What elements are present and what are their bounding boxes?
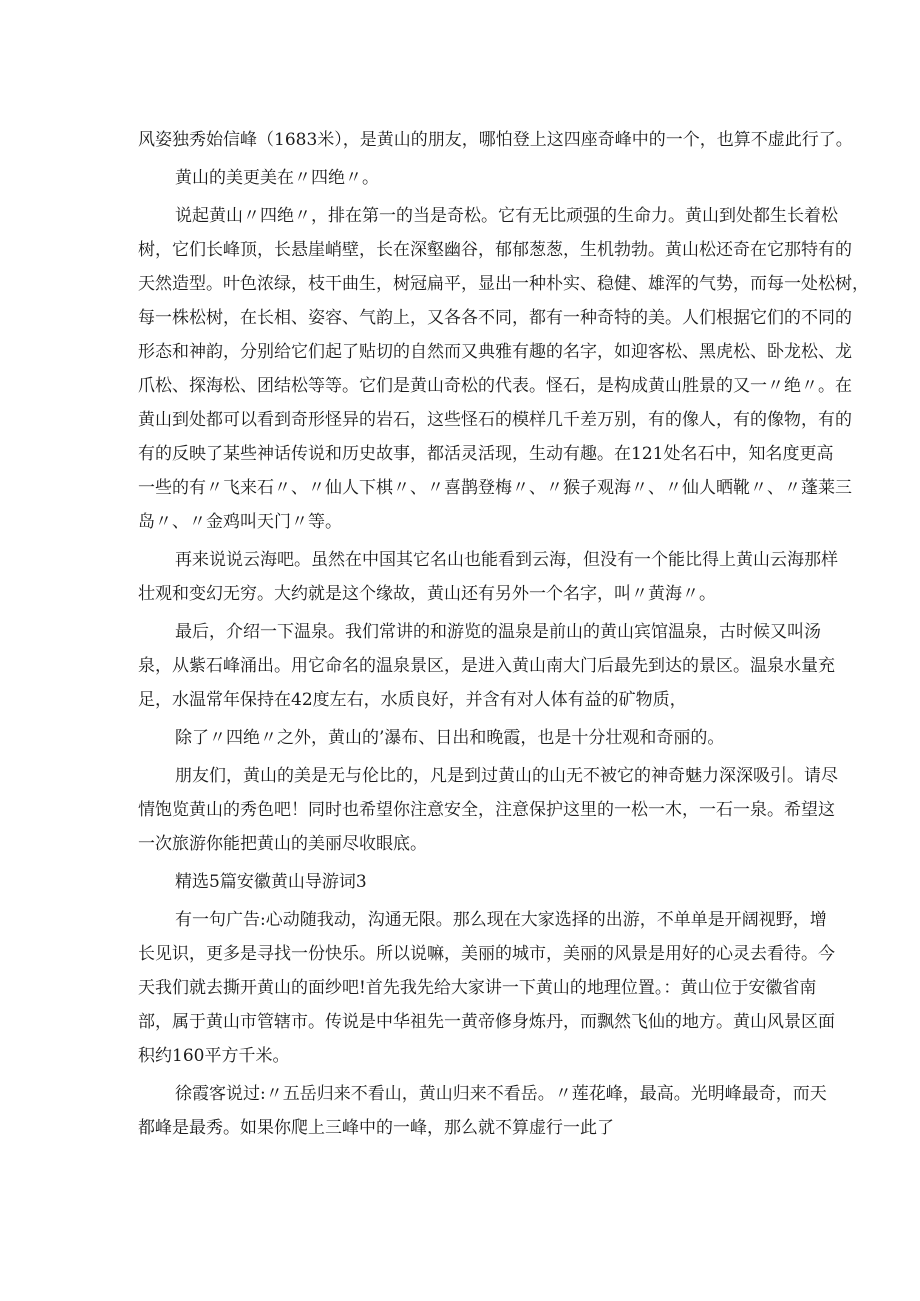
text-line: 黄山的美更美在〃四绝〃。 (175, 168, 379, 188)
text-line: 说起黄山〃四绝〃，排在第一的当是奇松。它有无比顽强的生命力。黄山到处都生长着松 (175, 206, 838, 226)
text-line: 天我们就去撕开黄山的面纱吧!首先我先给大家讲一下黄山的地理位置。：黄山位于安徽省南 (138, 978, 817, 998)
text-line: 足，水温常年保持在42度左右，水质良好，并含有对人体有益的矿物质， (138, 690, 687, 710)
text-line: 岛〃、〃金鸡叫天门〃等。 (138, 512, 342, 532)
text-line: 积约160平方千米。 (138, 1046, 290, 1066)
text-line: 长见识，更多是寻找一份快乐。所以说嘛，美丽的城市，美丽的风景是用好的心灵去看待。今 (138, 944, 835, 964)
text-line: 有的反映了某些神话传说和历史故事，都活灵活现，生动有趣。在121处名石中，知名度更高 (138, 444, 834, 464)
text-line: 黄山到处都可以看到奇形怪异的岩石，这些怪石的模样几千差万别，有的像人，有的像物，有的 (138, 410, 852, 430)
text-line: 树，它们长峰顶，长悬崖峭壁，长在深壑幽谷，郁郁葱葱，生机勃勃。黄山松还奇在它那特有的 (138, 240, 852, 260)
text-line: 除了〃四绝〃之外，黄山的’瀑布、日出和晚霞，也是十分壮观和奇丽的。 (175, 728, 725, 748)
text-line: 天然造型。叶色浓绿，枝干曲生，树冠扁平，显出一种朴实、稳健、雄浑的气势，而每一处松树， (138, 274, 869, 294)
text-line: 再来说说云海吧。虽然在中国其它名山也能看到云海，但没有一个能比得上黄山云海那样 (175, 550, 838, 570)
text-line: 有一句广告:心动随我动，沟通无限。那么现在大家选择的出游，不单单是开阔视野，增 (175, 910, 827, 930)
text-line: 一些的有〃飞来石〃、〃仙人下棋〃、〃喜鹊登梅〃、〃猴子观海〃、〃仙人晒靴〃、〃蓬莱三 (138, 478, 852, 498)
text-line: 形态和神韵，分别给它们起了贴切的自然而又典雅有趣的名字，如迎客松、黑虎松、卧龙松、龙 (138, 342, 852, 362)
text-line: 徐霞客说过:〃五岳归来不看山，黄山归来不看岳。〃莲花峰，最高。光明峰最奇，而天 (175, 1084, 827, 1104)
text-line: 泉，从紫石峰涌出。用它命名的温泉景区，是进入黄山南大门后最先到达的景区。温泉水量充 (138, 656, 835, 676)
text-line: 朋友们，黄山的美是无与伦比的，凡是到过黄山的山无不被它的神奇魅力深深吸引。请尽 (175, 766, 838, 786)
text-line: 风姿独秀始信峰（1683米），是黄山的朋友，哪怕登上这四座奇峰中的一个，也算不虚此行了。 (138, 130, 853, 150)
text-line: 都峰是最秀。如果你爬上三峰中的一峰，那么就不算虚行一此了 (138, 1118, 614, 1138)
text-line: 部，属于黄山市管辖市。传说是中华祖先一黄帝修身炼丹，而飘然飞仙的地方。黄山风景区面 (138, 1012, 835, 1032)
section-heading: 精选5篇安徽黄山导游词3 (175, 872, 367, 892)
text-line: 最后，介绍一下温泉。我们常讲的和游览的温泉是前山的黄山宾馆温泉，古时候又叫汤 (175, 622, 821, 642)
text-line: 爪松、探海松、团结松等等。它们是黄山奇松的代表。怪石，是构成黄山胜景的又一〃绝〃。在 (138, 376, 852, 396)
text-line: 情饱览黄山的秀色吧！同时也希望你注意安全，注意保护这里的一松一木，一石一泉。希望这 (138, 800, 835, 820)
text-line: 每一株松树，在长相、姿容、气韵上，又各各不同，都有一种奇特的美。人们根据它们的不同的 (138, 308, 852, 328)
text-line: 一次旅游你能把黄山的美丽尽收眼底。 (138, 834, 427, 854)
text-line: 壮观和变幻无穷。大约就是这个缘故，黄山还有另外一个名字，叫〃黄海〃。 (138, 584, 716, 604)
